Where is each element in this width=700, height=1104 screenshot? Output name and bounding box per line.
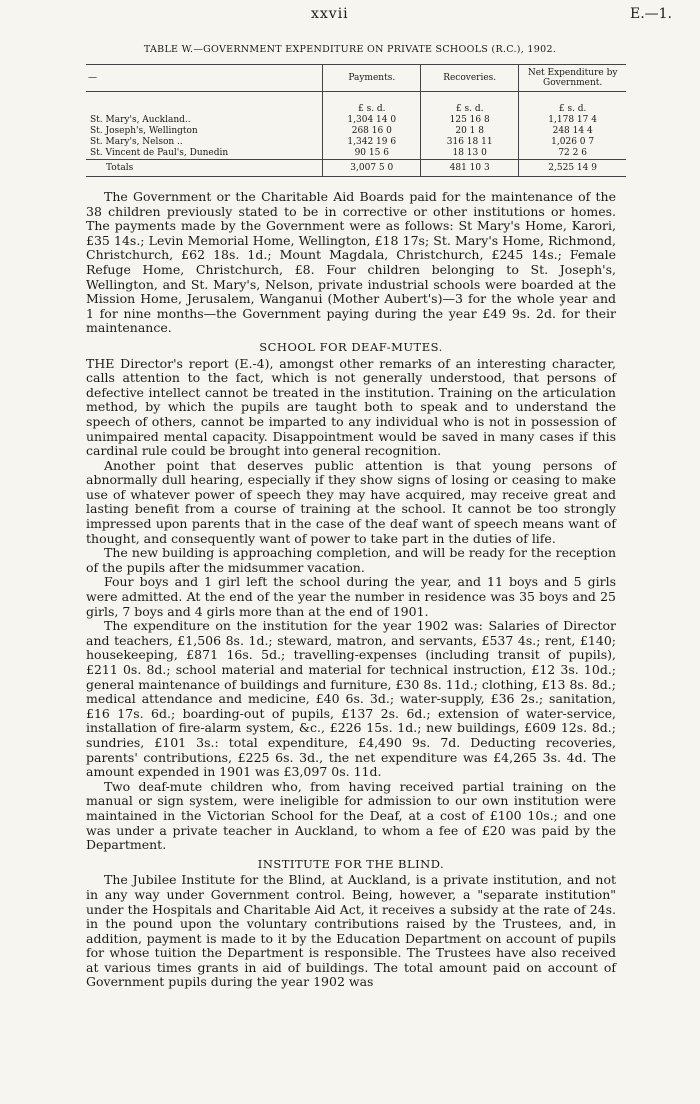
net-cell: 1,026 0 7 [519, 137, 626, 148]
table-caption: TABLE W.—GOVERNMENT EXPENDITURE ON PRIVATE SCHOOLS (R.C.), 1902. [143, 44, 557, 55]
recoveries-cell: 316 18 11 [421, 137, 519, 148]
school-name: St. Joseph's, Wellington [90, 126, 198, 136]
recoveries-cell: 125 16 8 [421, 115, 519, 126]
paragraph-directors-report: THE Director's report (E.-4), amongst other remarks of an interesting character, calls attention to the fact, which is not generally understood, that persons of defective intellect cannot be treated in the institution. Training on the articulation method, by which the pupils are taught both to speak and to understand the speech of others, cannot be imparted to any individual who is not in possession of unimpaired mental capacity. Disappointment would be saved in many cases if this cardinal rule could be brought into general recognition. [86, 355, 616, 459]
net-cell: 72 2 6 [519, 148, 626, 160]
table-row [86, 148, 626, 160]
table-header-row [86, 65, 626, 92]
school-name: St. Mary's, Auckland.. [90, 115, 191, 125]
table-row [86, 137, 626, 148]
document-reference: E.—1. [629, 6, 672, 22]
body-text [86, 190, 616, 990]
recoveries-cell: 18 13 0 [421, 148, 519, 160]
column-header-net: Net Expenditure by Government. [519, 65, 626, 92]
net-cell: 248 14 4 [519, 126, 626, 137]
payments-cell: 268 16 0 [323, 126, 421, 137]
paragraph-jubilee-institute: The Jubilee Institute for the Blind, at Auckland, is a private institution, and not in any way under Government control. Being, however, a "separate institution" under the Hospitals and Charitable Aid Act, it receives a subsidy at the rate of 24s. in the pound upon the voluntary contributions raised by the Trustees, and, in addition, payment is made to it by the Education Department on account of pupils for whose tuition the Department is responsible. The Trustees have also received at various times grants in aid of buildings. The total amount paid on account of Government pupils during the year 1902 was [86, 872, 616, 990]
paragraph-expenditure: The expenditure on the institution for the year 1902 was: Salaries of Director and teachers, £1,506 8s. 1d.; steward, matron, and servants, £537 4s.; rent, £140; housekeeping, £871 16s. 5d.; travelling-expenses (including transit of pupils), £211 0s. 8d.; school material and material for technical instruction, £12 3s. 10d.; general maintenance of buildings and furniture, £30 8s. 11d.; clothing, £13 8s. 8d.; medical attendance and medicine, £40 6s. 3d.; water-supply, £36 2s.; sanitation, £16 17s. 6d.; boarding-out of pupils, £137 2s. 6d.; extension of water-service, installation of fire-alarm system, &c., £226 15s. 1d.; new buildings, £609 12s. 8d.; sundries, £101 3s.: total expenditure, £4,490 9s. 7d. Deducting recoveries, parents' contributions, £225 6s. 3d., the net expenditure was £4,265 3s. 4d. The amount expended in 1901 was £3,097 0s. 11d. [86, 618, 616, 780]
column-header-school: — [86, 65, 323, 92]
table-units-row [86, 104, 626, 115]
table-row [86, 115, 626, 126]
payments-cell: 1,304 14 0 [323, 115, 421, 126]
paragraph-new-building: The new building is approaching completion, and will be ready for the reception of the pupils after the midsummer vacation. [86, 545, 616, 575]
total-recoveries: 481 10 3 [421, 160, 519, 177]
school-name: St. Vincent de Paul's, Dunedin [90, 148, 229, 158]
paragraph-admissions: Four boys and 1 girl left the school during the year, and 11 boys and 5 girls were admitted. At the end of the year the number in residence was 35 boys and 25 girls, 7 boys and 4 girls more than at the end of 1901. [86, 574, 616, 619]
total-payments: 3,007 5 0 [323, 160, 421, 177]
table-row [86, 126, 626, 137]
unit-label: £ s. d. [519, 104, 626, 115]
unit-label: £ s. d. [323, 104, 421, 115]
column-header-payments: Payments. [323, 65, 421, 92]
total-net: 2,525 14 9 [519, 160, 626, 177]
totals-row [86, 160, 626, 177]
payments-cell: 1,342 19 6 [323, 137, 421, 148]
section-heading-blind: INSTITUTE FOR THE BLIND. [257, 856, 445, 871]
payments-cell: 90 15 6 [323, 148, 421, 160]
column-header-recoveries: Recoveries. [421, 65, 519, 92]
totals-label: Totals [86, 160, 323, 177]
school-name: St. Mary's, Nelson .. [90, 137, 183, 147]
page-number: xxvii [311, 6, 349, 22]
table-spacer-row [86, 92, 626, 105]
section-heading-deaf-mutes: SCHOOL FOR DEAF-MUTES. [259, 339, 443, 354]
recoveries-cell: 20 1 8 [421, 126, 519, 137]
net-cell: 1,178 17 4 [519, 115, 626, 126]
paragraph-victorian-school: Two deaf-mute children who, from having received partial training on the manual or sign system, were ineligible for admission to our own institution were maintained in the Victorian School for the Deaf, at a cost of £100 10s.; and one was under a private teacher in Auckland, to whom a fee of £20 was paid by the Department. [86, 778, 616, 853]
paragraph-government-payments: The Government or the Charitable Aid Boards paid for the maintenance of the 38 children previously stated to be in corrective or other institutions or homes. The payments made by the Government were as follows: St Mary's Home, Karori, £35 14s.; Levin Memorial Home, Wellington, £18 17s; St. Mary's Home, Richmond, Christchurch, £62 18s. 1d.; Mount Magdala, Christchurch, £245 14s.; Female Refuge Home, Christchurch, £8. Four children belonging to St. Joseph's, Wellington, and St. Mary's, Nelson, private industrial schools were boarded at the Mission Home, Jerusalem, Wanganui (Mother Aubert's)—3 for the whole year and 1 for nine months—the Government paying during the year £49 9s. 2d. for their maintenance. [86, 189, 616, 336]
unit-label: £ s. d. [421, 104, 519, 115]
expenditure-table [86, 64, 626, 177]
paragraph-dull-hearing: Another point that deserves public attention is that young persons of abnormally dull hearing, especially if they show signs of losing or ceasing to make use of whatever power of speech they may have acquired, may receive great and lasting benefit from a course of training at the school. It cannot be too strongly impressed upon parents that in the case of the deaf want of speech means want of thought, and consequently want of power to take part in the duties of life. [86, 457, 616, 546]
